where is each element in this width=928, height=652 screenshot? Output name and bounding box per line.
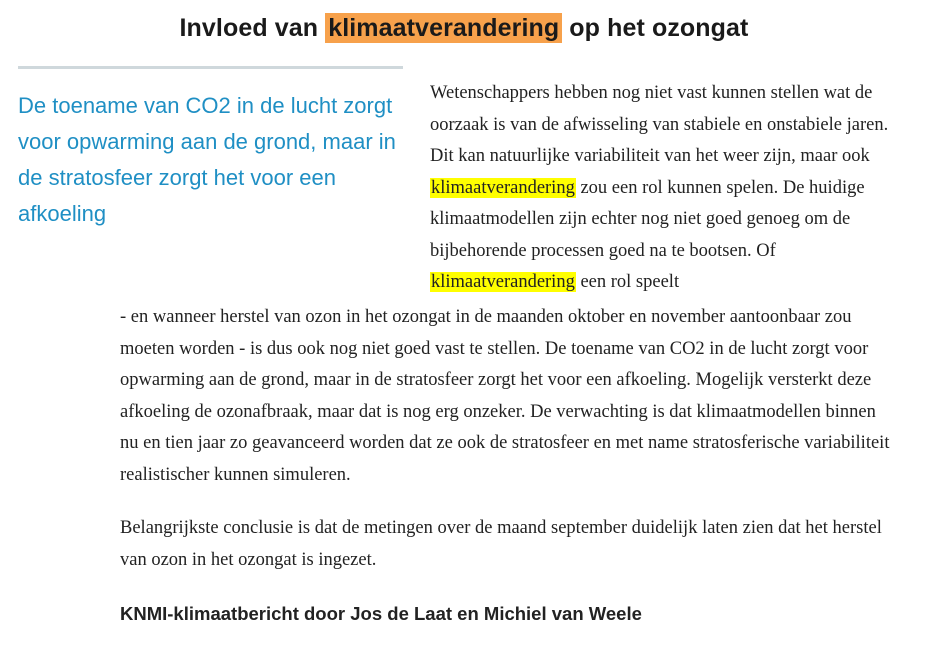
title-part-3: op het ozongat — [562, 14, 749, 42]
article-byline: KNMI-klimaatbericht door Jos de Laat en Michiel van Weele — [120, 603, 642, 624]
upper-columns — [0, 78, 928, 300]
intro-paragraph — [430, 78, 898, 299]
paragraph-continued: - en wanneer herstel van ozon in het ozongat in de maanden oktober en november aantoonbaar zou moeten worden - is dus ook nog niet goed vast te stellen. De toename van CO2 in de lucht zorgt voor opwarming aan de grond, maar in de stratosfeer zorgt het voor een afkoeling. Mogelijk versterkt deze afkoeling de ozonafbraak, maar dat is nog erg onzeker. De verwachting is dat klimaatmodellen binnen nu en tien jaar zo geavanceerd worden dat ze ook de stratosfeer en met name stratosferische variabiliteit realistischer kunnen simuleren. — [120, 307, 890, 485]
intro-text-2: zou een rol kunnen spelen. De huidige klimaatmodellen zijn echter nog niet goed genoeg om de bijbehorende processen goed na te bootsen. Of — [430, 177, 865, 261]
intro-text-1: Wetenschappers hebben nog niet vast kunnen stellen wat de oorzaak is van de afwisseling van stabiele en onstabiele jaren. Dit kan natuurlijke variabiliteit van het weer zijn, maar ook — [430, 83, 889, 166]
page-title — [0, 0, 928, 43]
intro-text-3: een rol speelt — [575, 272, 680, 292]
title-part-1: Invloed van — [179, 14, 326, 42]
title-divider — [18, 66, 403, 69]
paragraph-conclusion: Belangrijkste conclusie is dat de metingen over de maand september duidelijk laten zien dat het herstel van ozon in het ozongat is ingezet. — [120, 518, 882, 570]
intro-highlight-2: klimaatverandering — [431, 272, 575, 292]
title-highlight-keyword: klimaatverandering — [325, 13, 562, 43]
intro-highlight-1: klimaatverandering — [431, 177, 575, 198]
lead-paragraph: De toename van CO2 in de lucht zorgt voor opwarming aan de grond, maar in de stratosfeer zorgt het voor een afkoeling — [18, 93, 396, 226]
article-body — [120, 302, 898, 652]
